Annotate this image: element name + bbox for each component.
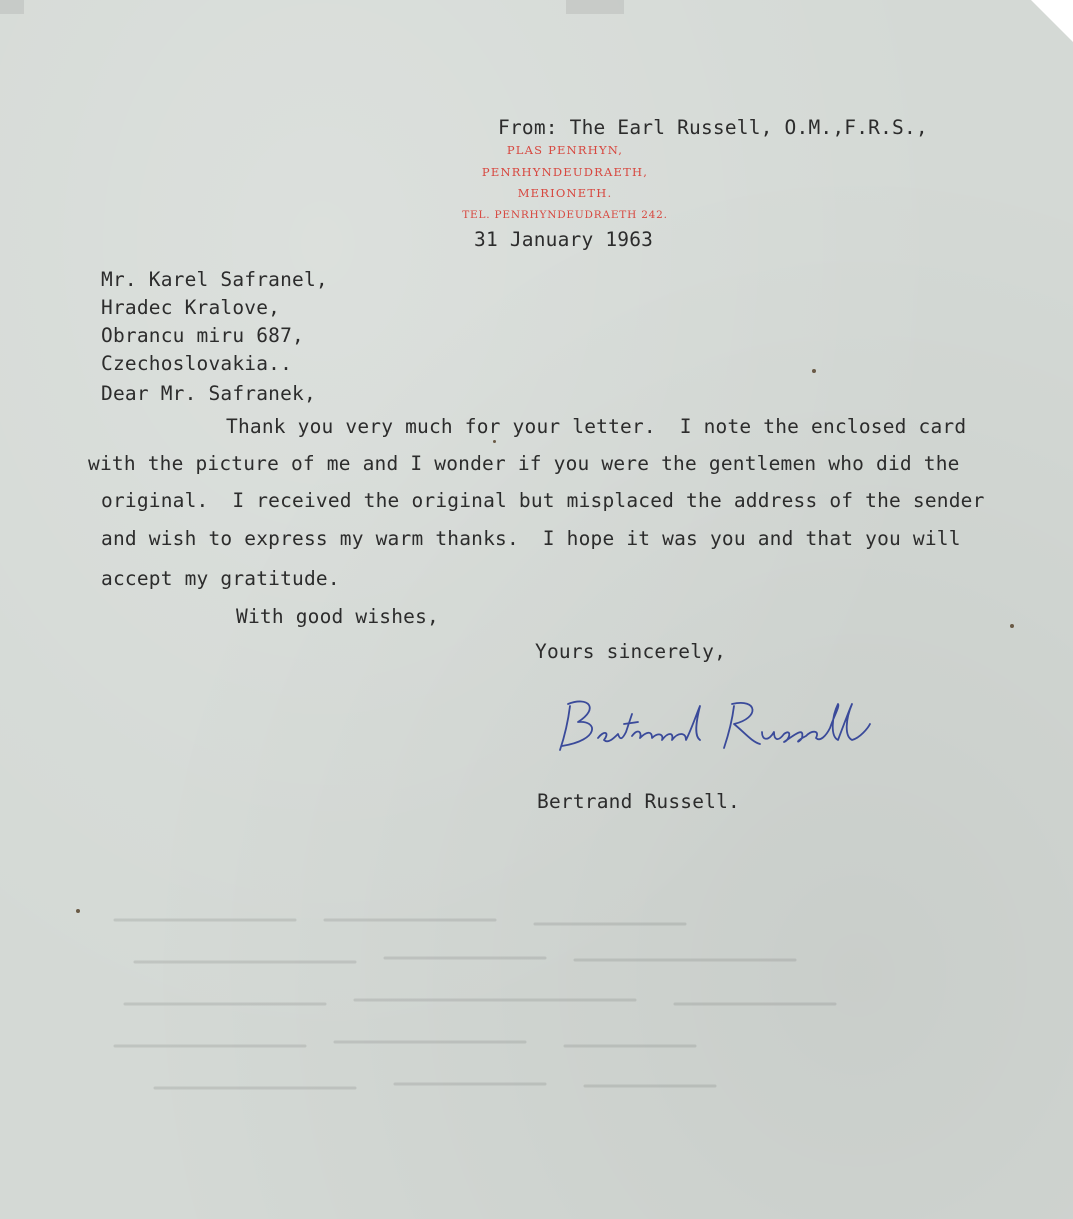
tape-mark-top: [566, 0, 624, 14]
recipient-name: Mr. Karel Safranel,: [101, 268, 328, 291]
letterhead-telephone: TEL. PENRHYNDEUDRAETH 242.: [462, 208, 668, 221]
letterhead-address: [420, 140, 710, 226]
show-through-text: [95, 900, 855, 1120]
recipient-city: Hradec Kralove,: [101, 296, 281, 319]
typed-signature-name: Bertrand Russell.: [537, 790, 740, 813]
tape-mark-left: [0, 0, 24, 14]
letterhead-line: MERIONETH.: [517, 186, 613, 200]
paper-speck: [493, 440, 496, 443]
handwritten-signature: [548, 688, 908, 768]
recipient-country: Czechoslovakia..: [101, 352, 293, 375]
letter-date: 31 January 1963: [474, 228, 654, 251]
body-line: accept my gratitude.: [101, 567, 340, 590]
letterhead-line: PLAS PENRHYN,: [506, 143, 624, 157]
recipient-street: Obrancu miru 687,: [101, 324, 304, 347]
closing-phrase: Yours sincerely,: [535, 640, 727, 663]
body-line: and wish to express my warm thanks. I hope it was you and that you will: [101, 527, 961, 550]
closing-wishes: With good wishes,: [236, 605, 439, 628]
paper-speck: [76, 909, 80, 913]
paper-speck: [812, 369, 816, 373]
body-line: Thank you very much for your letter. I note the enclosed card: [226, 415, 967, 438]
paper-speck: [1010, 624, 1014, 628]
folded-corner: [1031, 0, 1073, 42]
letterhead-line: PENRHYNDEUDRAETH,: [481, 164, 649, 179]
body-line: with the picture of me and I wonder if you were the gentlemen who did the: [88, 452, 960, 475]
from-line: From: The Earl Russell, O.M.,F.R.S.,: [498, 116, 928, 139]
salutation: Dear Mr. Safranek,: [101, 382, 316, 405]
body-line: original. I received the original but misplaced the address of the sender: [101, 489, 985, 512]
